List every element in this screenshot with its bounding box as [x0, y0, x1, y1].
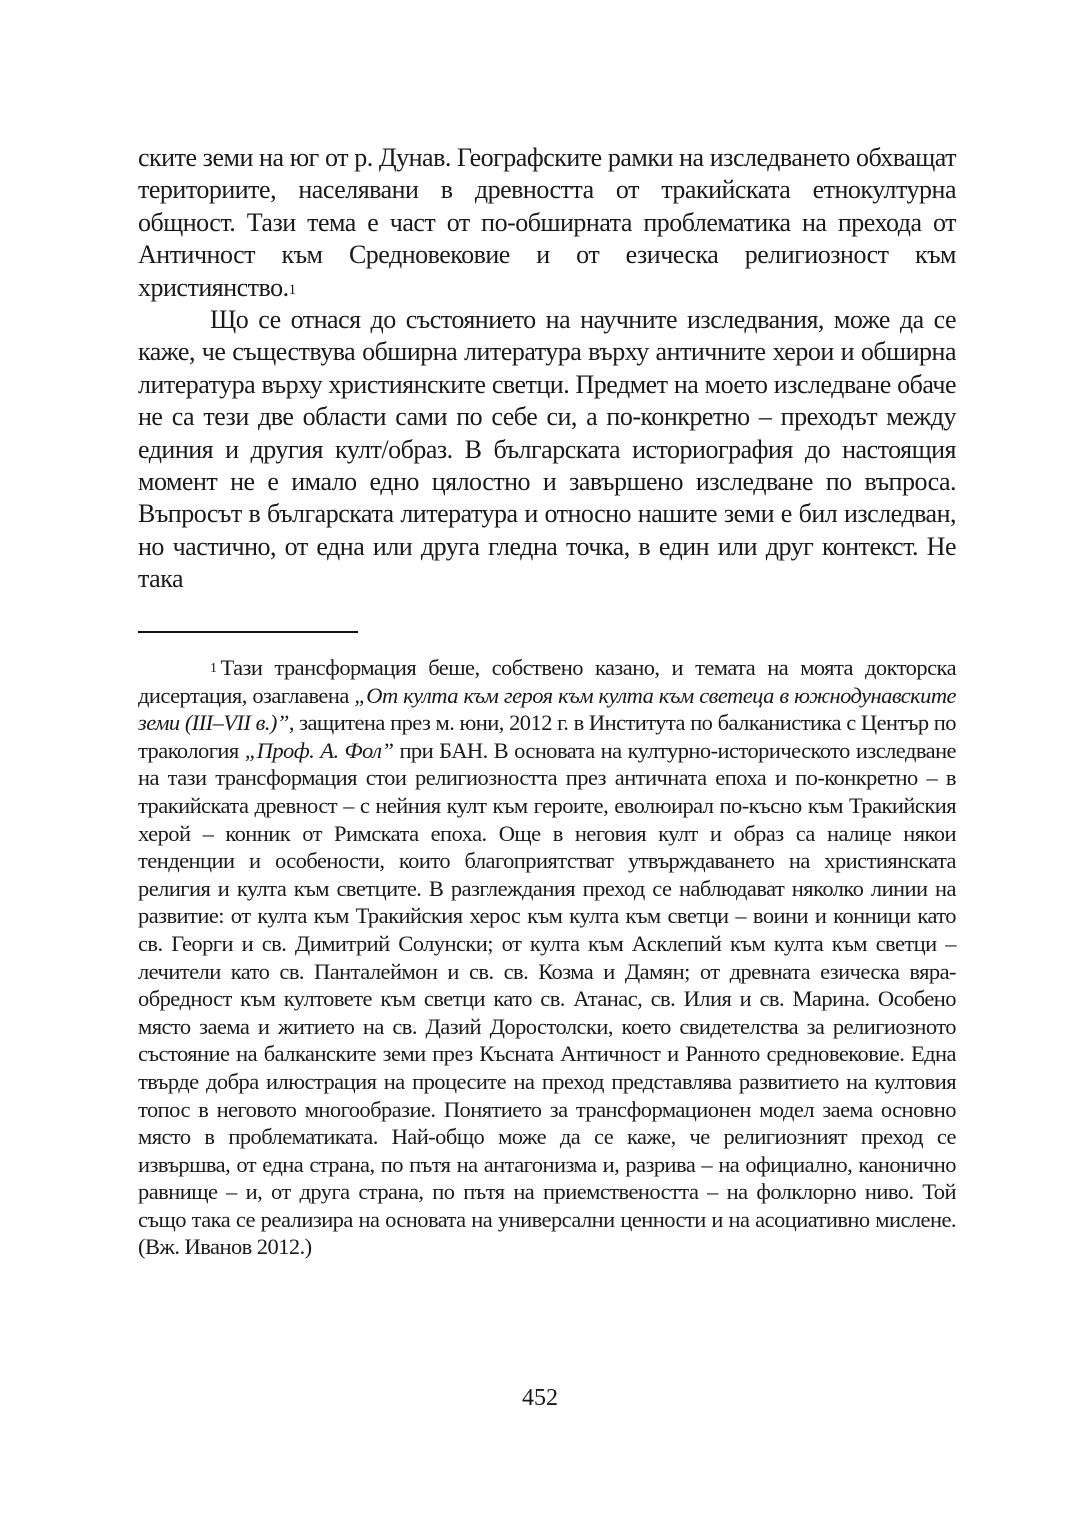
footnote-1 — [138, 654, 956, 1261]
center-name: „Проф. А. Фол” — [244, 737, 394, 763]
footnote-separator — [138, 631, 358, 633]
paragraph-1 — [138, 142, 956, 304]
paragraph-1-text: ските земи на юг от р. Дунав. Географските рамки на изследването обхващат териториите, населявани в древността от тракийската етнокултурна общност. Тази тема е част от по-обширната проблематика на прехода от Античност към Средновековие и от езическа религиозност към християнство. — [138, 143, 956, 302]
page-number: 452 — [522, 1385, 558, 1411]
footnote-text-intro: Тази трансформация беше, собствено казано, и темата на моята докторска дисертация, озаглавена — [138, 655, 956, 708]
dissertation-title: „От култа към героя към култа към светеца в южнодунавските земи (III–VII в.)” — [138, 682, 956, 736]
paragraph-2: Що се отнася до състоянието на научните изследвания, може да се каже, че съществува обширна литература върху античните херои и обширна литература върху християнските светци. Предмет на моето изследване обаче не са тези две области сами по себе си, а по-конкретно – преходът между единия и другия култ/образ. В българската историография до настоящия момент не е имало едно цялостно и завършено изследване по въпроса. Въпросът в българската литература и относно нашите земи е бил изследван, но частично, от една или друга гледна точка, в един или друг контекст. Не така — [138, 305, 956, 594]
footnote-text-middle: , защитена през м. юни, 2012 г. в Института по балканистика с Център по тракология — [138, 710, 956, 763]
footnote — [138, 654, 956, 1261]
main-text — [138, 142, 956, 596]
footnote-reference[interactable]: 1 — [288, 281, 296, 298]
footnote-text-rest: при БАН. В основата на културно-историческото изследване на тази трансформация стои религиозността през античната епоха и по-конкретно – в тракийската древност – с нейния култ към героите, еволюирал по-късно към Тракийския херой – конник от Римската епоха. Още в неговия култ и образ са налице някои тенденции и особености, които благоприятстват утвърждаването на християнската религия и култа към светците. В разглеждания преход се наблюдават няколко линии на развитие: от култа към Тракийския херос към култа към светци – воини и конници като св. Георги и св. Димитрий Солунски; от култа към Асклепий към култа към светци – лечители като св. Панталеймон и св. св. Козма и Дамян; от древната езическа вяра-обредност към култовете към светци като св. Атанас, св. Илия и св. Марина. Особено място заема и житието на св. Дазий Доростолски, което свидетелства за религиозното състояние на балканските земи през Късната Античност и Ранното средновековие. Една твърде добра илюстрация на процесите на преход представлява развитието на култовия топос в неговото многообразие. Понятието за трансформационен модел заема основно място в проблематиката. Най-общо може да се каже, че религиозният преход се извършва, от една страна, по пътя на антагонизма и, разрива – на официално, канонично равнище – и, от друга страна, по пътя на приемствеността – на фолклорно ниво. Той също така се реализира на основата на универсални ценности и на асоциативно мислене. (Вж. Иванов 2012.) — [138, 737, 956, 1260]
footnote-marker: 1 — [210, 661, 217, 676]
